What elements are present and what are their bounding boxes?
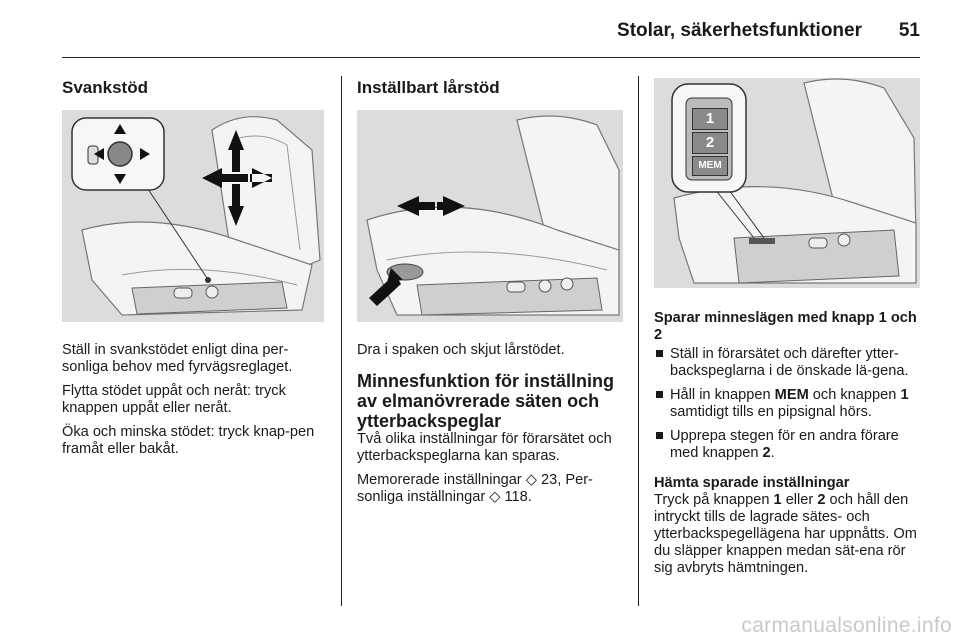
recall-heading: Hämta sparade inställningar [654, 475, 850, 491]
list-item: Håll in knappen MEM och knappen 1 samtidigt tills en pipsignal hörs. [654, 387, 922, 421]
memory-para-1: Två olika inställningar för förarsätet och ytterbackspeglarna kan sparas. [357, 431, 612, 464]
column-divider-2 [638, 76, 639, 606]
list-item: Upprepa stegen för en andra förare med knappen 2. [654, 428, 922, 462]
save-memory-heading: Sparar minneslägen med knapp 1 och 2 [654, 310, 917, 343]
column-divider-1 [341, 76, 342, 606]
memory-button-1[interactable]: 1 [692, 108, 728, 130]
lumbar-para-2: Flytta stödet uppåt och neråt: tryck knappen uppåt eller neråt. [62, 383, 286, 416]
thigh-support-illustration [357, 110, 623, 322]
memory-button-2[interactable]: 2 [692, 132, 728, 154]
memory-button-mem[interactable]: MEM [692, 156, 728, 176]
lumbar-para-1: Ställ in svankstödet enligt dina per-sonliga behov med fyrvägsreglaget. [62, 342, 293, 375]
header-title: Stolar, säkerhetsfunktioner [617, 20, 862, 41]
watermark: carmanualsonline.info [741, 614, 952, 637]
header-rule [62, 57, 920, 58]
save-steps-list [654, 346, 922, 462]
thigh-support-heading: Inställbart lårstöd [357, 78, 500, 97]
memory-para-2: Memorerade inställningar ◇ 23, Per-sonliga inställningar ◇ 118. [357, 472, 593, 505]
lumbar-para-3: Öka och minska stödet: tryck knap-pen framåt eller bakåt. [62, 424, 315, 457]
page-number: 51 [898, 20, 920, 41]
recall-paragraph: Tryck på knappen 1 eller 2 och håll den intryckt tills de lagrade sätes- och ytterbackspegellägena har uppnåtts. Om du släpper knappen medan sät-ena rör sig avbryts hämtningen. [654, 492, 917, 576]
column-thigh-support [357, 78, 627, 513]
column-lumbar-support [62, 78, 324, 465]
memory-function-heading: Minnesfunktion för inställning av elmanövrerade säten och ytterbackspeglar [357, 371, 614, 431]
bullet-icon [656, 350, 663, 357]
column-memory [654, 78, 922, 577]
lumbar-support-illustration [62, 110, 324, 322]
list-item: Ställ in förarsätet och därefter ytter-backspeglarna i de önskade lä-gena. [654, 346, 922, 380]
lumbar-heading: Svankstöd [62, 78, 148, 97]
bullet-icon [656, 432, 663, 439]
bullet-icon [656, 391, 663, 398]
thigh-support-caption: Dra i spaken och skjut lårstödet. [357, 342, 565, 358]
memory-buttons-illustration [654, 78, 920, 288]
